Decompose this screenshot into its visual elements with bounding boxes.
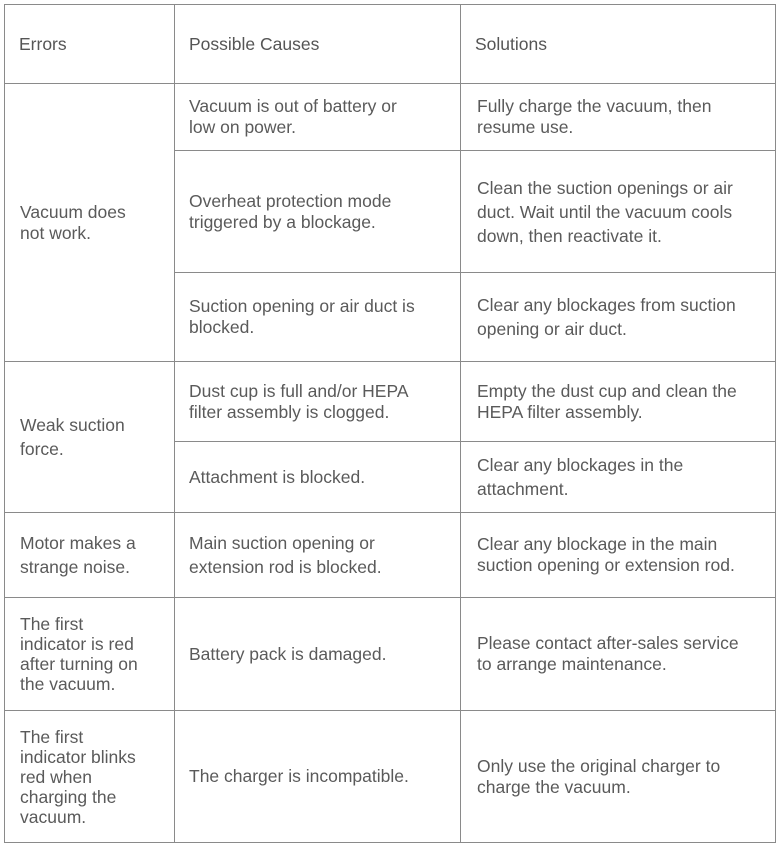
solution-text: Please contact after-sales service to arrange maintenance. [477,633,739,674]
cause-cell [175,442,461,513]
solution-text: Clear any blockages in the attachment. [477,455,684,499]
solution-cell [461,84,776,151]
cause-text: Vacuum is out of battery or low on power. [189,96,397,137]
solution-cell [461,151,776,273]
error-cell [5,711,175,843]
cause-cell [175,513,461,598]
cause-cell [175,711,461,843]
error-text: The first indicator is red after turning on the vacuum. [20,614,138,694]
error-cell [5,513,175,598]
error-text: The first indicator blinks red when charging the vacuum. [20,726,136,827]
table-row [5,84,776,151]
table-row [5,513,776,598]
error-cell [5,598,175,711]
cause-cell [175,598,461,711]
solution-cell [461,598,776,711]
error-text: Vacuum does not work. [20,201,126,243]
header-row [5,5,776,84]
cause-text: Battery pack is damaged. [189,643,387,664]
error-cell [5,362,175,513]
solution-cell [461,362,776,442]
cause-cell [175,362,461,442]
solution-cell [461,442,776,513]
solution-text: Fully charge the vacuum, then resume use. [477,96,712,137]
solution-text: Clean the suction openings or air duct. Wait until the vacuum cools down, then reactivate it. [477,177,733,246]
table-row [5,362,776,442]
error-text: Motor makes a strange noise. [20,533,136,577]
header-solutions: Solutions [461,5,776,84]
solution-cell [461,711,776,843]
cause-text: The charger is incompatible. [189,766,409,786]
solution-cell [461,513,776,598]
cause-cell [175,84,461,151]
error-cell [5,84,175,362]
solution-text: Clear any blockage in the main suction opening or extension rod. [477,534,735,575]
error-text: Weak suction force. [20,415,125,459]
cause-cell [175,151,461,273]
cause-text: Dust cup is full and/or HEPA filter assembly is clogged. [189,380,409,422]
header-errors: Errors [5,5,175,84]
cause-text: Main suction opening or extension rod is blocked. [189,533,382,577]
cause-text: Attachment is blocked. [189,466,366,487]
solution-text: Empty the dust cup and clean the HEPA filter assembly. [477,380,737,422]
header-possible-causes: Possible Causes [175,5,461,84]
cause-cell [175,273,461,362]
solution-cell [461,273,776,362]
table-row [5,711,776,843]
cause-text: Overheat protection mode triggered by a blockage. [189,190,392,232]
table-row [5,598,776,711]
cause-text: Suction opening or air duct is blocked. [189,296,415,337]
solution-text: Only use the original charger to charge the vacuum. [477,755,721,797]
solution-text: Clear any blockages from suction opening or air duct. [477,295,736,339]
troubleshooting-table [4,4,776,843]
